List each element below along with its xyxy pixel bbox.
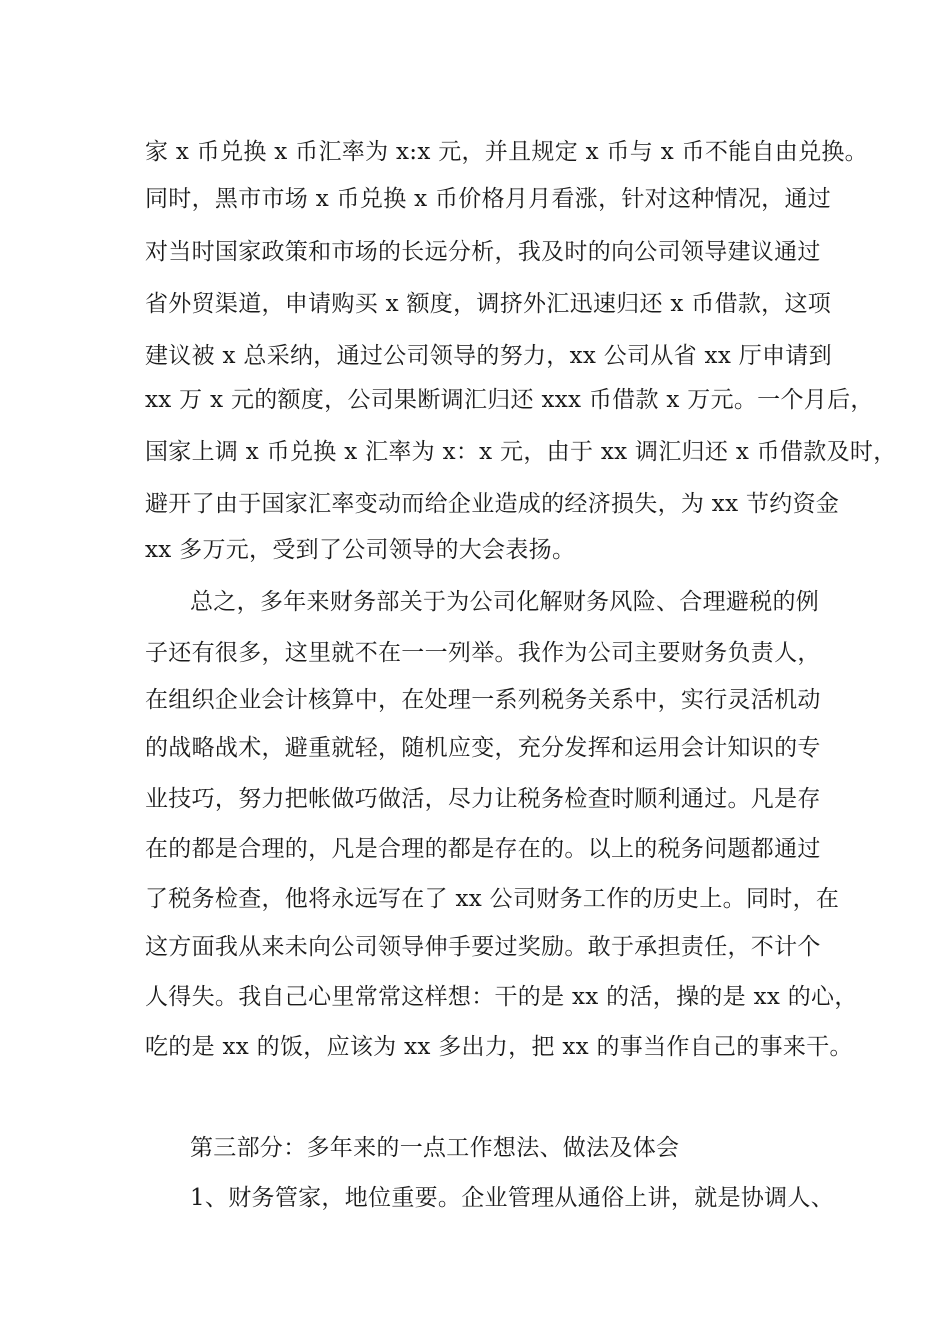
text-line: 在组织企业会计核算中，在处理一系列税务关系中，实行灵活机动 — [145, 687, 821, 713]
section-heading: 第三部分：多年来的一点工作想法、做法及体会 — [190, 1135, 680, 1161]
text-line: 总之，多年来财务部关于为公司化解财务风险、合理避税的例 — [190, 589, 820, 615]
text-line: 业技巧，努力把帐做巧做活，尽力让税务检查时顺利通过。凡是存 — [145, 786, 821, 812]
text-line: 对当时国家政策和市场的长远分析，我及时的向公司领导建议通过 — [145, 239, 821, 265]
text-line: 这方面我从来未向公司领导伸手要过奖励。敢于承担责任，不计个 — [145, 934, 821, 960]
text-line: 省外贸渠道，申请购买 x 额度，调挤外汇迅速归还 x 币借款，这项 — [145, 291, 832, 317]
text-line: 在的都是合理的，凡是合理的都是存在的。以上的税务问题都通过 — [145, 836, 821, 862]
text-line: 了税务检查，他将永远写在了 xx 公司财务工作的历史上。同时，在 — [145, 886, 840, 912]
text-line: 子还有很多，这里就不在一一列举。我作为公司主要财务负责人， — [145, 640, 821, 666]
text-line: 1、财务管家，地位重要。企业管理从通俗上讲，就是协调人、 — [190, 1185, 835, 1211]
text-line: 国家上调 x 币兑换 x 汇率为 x：x 元，由于 xx 调汇归还 x 币借款及时， — [145, 439, 897, 465]
text-line: 的战略战术，避重就轻，随机应变，充分发挥和运用会计知识的专 — [145, 735, 821, 761]
text-line: 吃的是 xx 的饭，应该为 xx 多出力，把 xx 的事当作自己的事来干。 — [145, 1034, 853, 1060]
text-line: 同时，黑市市场 x 币兑换 x 币价格月月看涨，针对这种情况，通过 — [145, 186, 832, 212]
text-line: 家 x 币兑换 x 币汇率为 x:x 元，并且规定 x 币与 x 币不能自由兑换。 — [145, 139, 868, 165]
text-line: xx 多万元，受到了公司领导的大会表扬。 — [145, 537, 576, 563]
text-line: xx 万 x 元的额度，公司果断调汇归还 xxx 币借款 x 万元。一个月后， — [145, 387, 874, 413]
text-line: 避开了由于国家汇率变动而给企业造成的经济损失，为 xx 节约资金 — [145, 491, 840, 517]
text-line: 建议被 x 总采纳，通过公司领导的努力，xx 公司从省 xx 厅申请到 — [145, 343, 832, 369]
text-line: 人得失。我自己心里常常这样想：干的是 xx 的活，操的是 xx 的心， — [145, 984, 858, 1010]
